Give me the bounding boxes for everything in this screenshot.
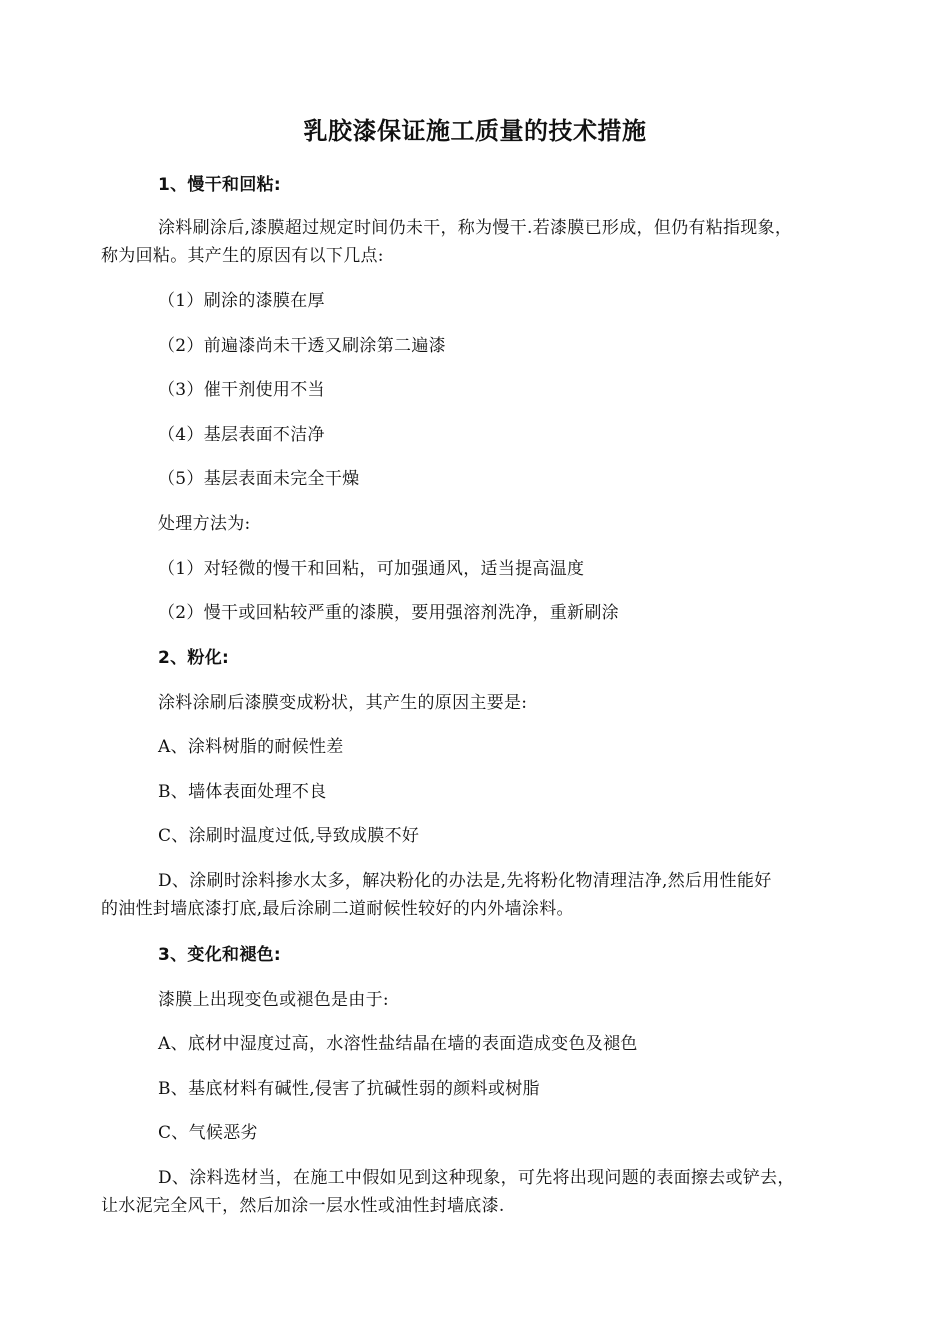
section-heading-1: 1、慢干和回粘: [158, 175, 282, 195]
paragraph-line: 称为回粘。其产生的原因有以下几点: [101, 246, 384, 266]
section-heading-2: 2、粉化: [158, 648, 230, 668]
method-label: 处理方法为: [158, 514, 251, 534]
list-item: （3）催干剂使用不当 [158, 380, 325, 400]
list-item: （5）基层表面未完全干燥 [158, 469, 360, 489]
paragraph-line: 漆膜上出现变色或褪色是由于: [158, 990, 389, 1010]
paragraph-line: 的油性封墙底漆打底,最后涂刷二道耐候性较好的内外墙涂料。 [101, 899, 574, 919]
list-item: （1）对轻微的慢干和回粘，可加强通风，适当提高温度 [158, 559, 585, 579]
list-item: A、底材中湿度过高，水溶性盐结晶在墙的表面造成变色及褪色 [158, 1034, 638, 1054]
paragraph-line: 让水泥完全风干，然后加涂一层水性或油性封墙底漆. [101, 1196, 505, 1216]
paragraph-line: D、涂刷时涂料掺水太多，解决粉化的办法是,先将粉化物清理洁净,然后用性能好 [158, 871, 772, 891]
document-title: 乳胶漆保证施工质量的技术措施 [303, 117, 647, 145]
list-item: （2）慢干或回粘较严重的漆膜，要用强溶剂洗净，重新刷涂 [158, 603, 619, 623]
list-item: C、涂刷时温度过低,导致成膜不好 [158, 826, 420, 846]
list-item: C、气候恶劣 [158, 1123, 258, 1143]
list-item: B、墙体表面处理不良 [158, 782, 327, 802]
list-item: （1）刷涂的漆膜在厚 [158, 291, 325, 311]
list-item: （2）前遍漆尚未干透又刷涂第二遍漆 [158, 336, 446, 356]
paragraph-line: D、涂料选材当，在施工中假如见到这种现象，可先将出现问题的表面擦去或铲去， [158, 1168, 795, 1188]
list-item: （4）基层表面不洁净 [158, 425, 325, 445]
section-heading-3: 3、变化和褪色: [158, 945, 282, 965]
list-item: A、涂料树脂的耐候性差 [158, 737, 344, 757]
list-item: B、基底材料有碱性,侵害了抗碱性弱的颜料或树脂 [158, 1079, 540, 1099]
paragraph-line: 涂料刷涂后,漆膜超过规定时间仍未干，称为慢干.若漆膜已形成，但仍有粘指现象， [158, 218, 793, 238]
paragraph-line: 涂料涂刷后漆膜变成粉状，其产生的原因主要是: [158, 693, 528, 713]
